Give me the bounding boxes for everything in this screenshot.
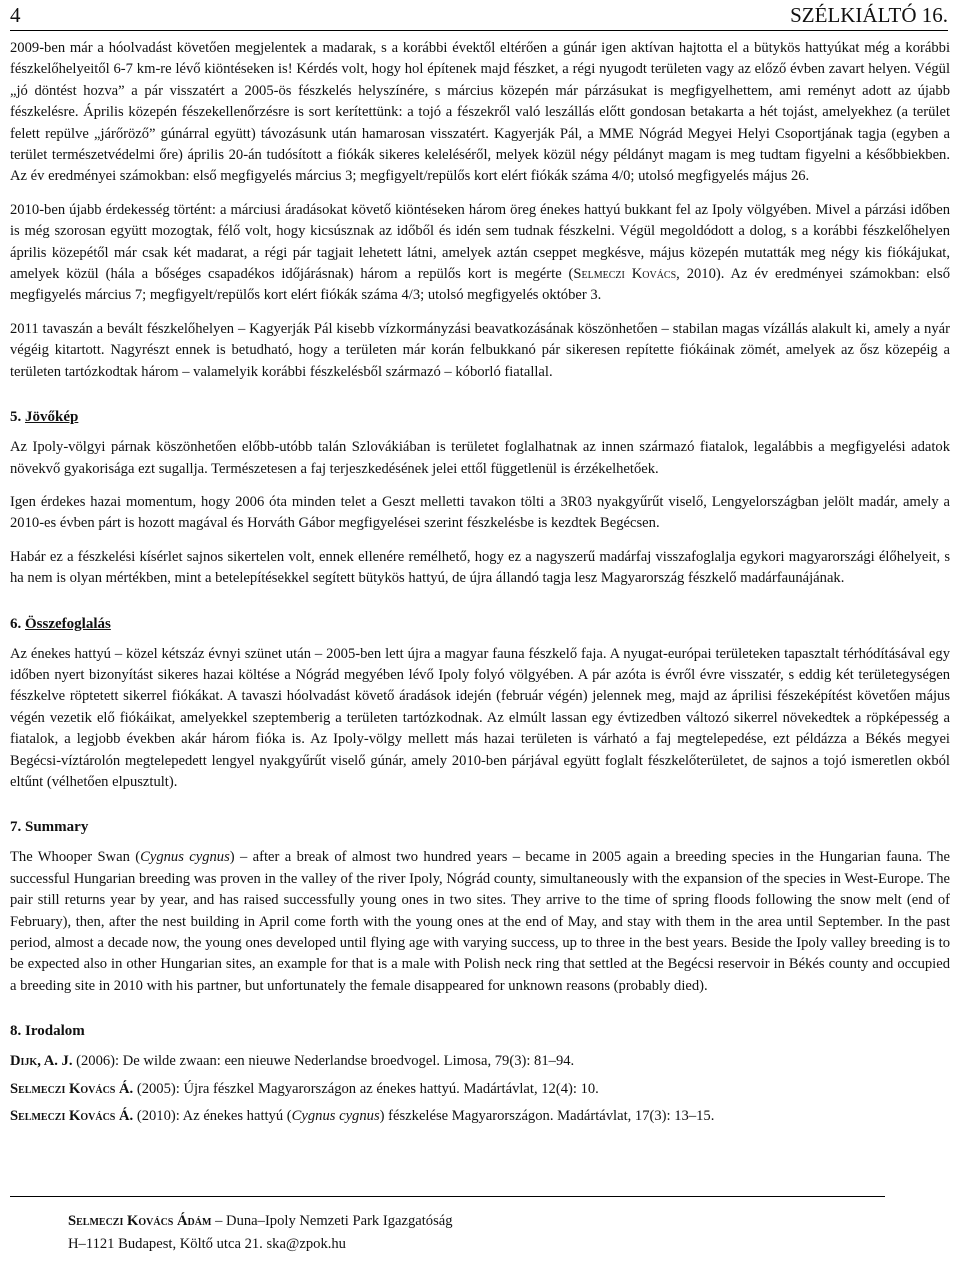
summary-paragraph [10, 847, 950, 997]
paragraph-2010 [10, 200, 950, 307]
summary-text: The Whooper Swan ( [10, 849, 141, 866]
author-name: Selmeczi Kovács Ádám [68, 1213, 212, 1229]
paragraph-2010-text: 2010-ben újabb érdekesség történt: a márciusi áradásokat követő kiöntéseken három öreg énekes hattyú bukkant fel az Ipoly völgyében. Mivel a párzási időben is még szorosan együtt mozogtak, félő volt, hogy kicsúsznak az időből és idén sem tudnak fészkelni. Végül megoldódott a dolog, s a korábbi fészkelőhelyen április közepétől már csak két madarat, a régi pár tagjait lehetett látni, amelyek aztán cseppet megkésve, május közepén mutatták meg négy kis fiókájukat, amelyek közül (hála a bőséges csapadékos időjárásnak) három a repülős kort is megérte ( [10, 201, 950, 283]
reference-text: (2010): Az énekes hattyú ( [133, 1108, 292, 1125]
reference-text: (2005): Újra fészkel Magyarországon az énekes hattyú. Madártávlat, 12(4): 10. [133, 1080, 599, 1097]
summary-text-end: ) – after a break of almost two hundred years – became in 2005 again a breeding species in the Hungarian fauna. The successful Hungarian breeding was proven in the valley of the river Ipoly, Nógrád county, simultaneously with the expansion of the species in West-Europe. The pair still returns year by year, and has raised successfully young ones in two sites. They arrive to the time of spring floods following the snow melt (end of February), then, after the nest building in April come forth with the young ones at the end of May, and stay with them in the area until September. In the past period, almost a decade now, the young ones developed until flying age with varying success, up to three in the best years. Beside the Ipoly valley breeding is to be expected also in other Hungarian sites, an example for that is a male with Polish neck ring that settled at the Begécsi reservoir in Békés county and occupied a breeding site in 2010 with his partner, but unfortunately the female disappeared for unknown reasons (probably died). [10, 849, 950, 994]
paragraph-2009: 2009-ben már a hóolvadást követően megjelentek a madarak, s a korábbi évektől eltérően a gúnár igen aktívan hajtotta el a bütykös hattyúkat még a korábbi fészkelőhelyeitől 6-7 km-re lévő kiöntéseken is! Kérdés volt, hogy hol építenek majd fészket, a régi nyugodt területen vagy az előző évben zavart helyen. Végül „jó döntést hozva” a pár visszatért a 2005-ös fészkelés helyszínére, s március közepén már párzásukat is megfigyelhettem, ami reményt adott az újabb fészkelésre. Április közepén fészekellenőrzésre is sort kerítettünk: a tojó a fészekről való leszállás előtt gondosan betakarta a hét tojást, amelyekhez (a terület felett repülve „járőröző” gúnárral együtt) távozásunk után hamarosan visszatért. Kagyerják Pál, a MME Nógrád Megyei Helyi Csoportjának tagja (egyben a terület természetvédelmi őre) április 20-án tudósított a fiókák sikeres keleléséről, melyek közül négy példányt magam is meg tudtam figyelni a későbbiekben. Az év eredményei számokban: első megfigyelés március 3; megfigyelt/repülős kort elért fiókák száma 4/0; utolsó megfigyelés május 26. [10, 40, 950, 185]
section-5-title: Jövőkép [25, 409, 79, 426]
paragraph-2011: 2011 tavaszán a bevált fészkelőhelyen – Kagyerják Pál kisebb vízkormányzási beavatkozásának köszönhetően – stabilan magas vízállás alakult ki, amely a nyár végéig kitartott. Nagyrészt ennek is betudható, hogy a területen már korán felbukkanó pár sikeresen repítette fiókáinak zömét, amelyek az ősz közepéig a területen tartózkodtak három – valamelyik korábbi fészkelésből származó – kóborló fiatallal. [10, 320, 950, 380]
reference-italic: Cygnus cygnus [291, 1108, 380, 1125]
reference-item [10, 1051, 950, 1072]
author-line [68, 1210, 453, 1233]
author-affiliation: – Duna–Ipoly Nemzeti Park Igazgatóság [211, 1213, 453, 1229]
citation-author: Selmeczi Kovács [573, 266, 677, 283]
section-5-paragraph-3: Habár ez a fészkelési kísérlet sajnos sikertelen volt, ennek ellenére remélhető, hogy ez a nagyszerű madárfaj visszafoglalja egykori magyarországi élőhelyeit, s ha nem is olyan mértékben, mint a betelepítésekkel segített bütykös hattyú, de újra állandó tagja lesz Magyarország fészkelő madárfaunájának. [10, 548, 950, 587]
section-6-number: 6. [10, 615, 25, 632]
page-number: 4 [10, 3, 21, 27]
author-address: H–1121 Budapest, Költő utca 21. ska@zpok.hu [68, 1236, 346, 1252]
footer-divider [10, 1196, 885, 1197]
article-body [10, 38, 950, 1133]
section-5-heading [10, 407, 950, 427]
reference-author: Selmeczi Kovács Á. [10, 1080, 134, 1097]
reference-item [10, 1079, 950, 1100]
section-6-paragraph: Az énekes hattyú – közel kétszáz évnyi szünet után – 2005-ben lett újra a magyar fauna fészkelő faja. A nyugat-európai területeken tapasztalt térhódításával egy időben nyert bizonyítást sikeres hazai költése a Nógrád megyében lévő Ipoly folyó völgyében. A pár azóta is évről évre visszatér, s eddig két területegységen fészkelve röptetett sikerrel fiókákat. A tavaszi hóolvadást követő áradások idején (február végén) jelennek meg, majd az áprilisi fészeképítést követően május végén vezetik elő fiókáikat, amelyekkel szeptemberig a területen tartózkodnak. Az elmúlt lassan egy évtizedben változó sikerrel növekedtek a röpképesség a fiatalok, a legjobb években akár három fióka is. Az Ipoly-völgy mellett más hazai területen is várható a faj megtelepedése, ezt példázza a Békés megyei Begécsi-víztárolón megtelepedett lengyel nyakgyűrűt viselő gúnár, amely 2010-ben párjával együtt foglalt fészkelőterületet, de sajnos a tojó ismeretlen okból eltűnt (vélhetően elpusztult). [10, 645, 950, 790]
section-6-heading [10, 614, 950, 634]
section-7-heading: 7. Summary [10, 819, 89, 836]
reference-item [10, 1106, 950, 1127]
section-6-title: Összefoglalás [25, 615, 111, 632]
journal-title: SZÉLKIÁLTÓ 16. [790, 3, 948, 27]
paragraph-2010-text-end: , 2010). Az év eredményei számokban: első megfigyelés március 7; megfigyelt/repülős kort elért fiókák száma 4/3; utolsó megfigyelés október 3. [10, 266, 950, 304]
author-footer [68, 1210, 453, 1256]
reference-text-end: ) fészkelése Magyarországon. Madártávlat, 17(3): 13–15. [379, 1108, 715, 1125]
reference-text: (2006): De wilde zwaan: een nieuwe Nederlandse broedvogel. Limosa, 79(3): 81–94. [72, 1053, 575, 1070]
page-header [10, 2, 948, 31]
section-5-paragraph-2: Igen érdekes hazai momentum, hogy 2006 óta minden telet a Geszt melletti tavakon tölti a 3R03 nyakgyűrűt viselő, Lengyelországban jelölt madár, amely a 2010-es évben párt is hozott magával és Horváth Gábor megfigyelései szerint fészkelésbe is kezdtek Begécsen. [10, 493, 950, 532]
section-5-number: 5. [10, 409, 25, 426]
species-name: Cygnus cygnus [140, 849, 230, 866]
reference-author: Selmeczi Kovács Á. [10, 1108, 134, 1125]
reference-author: Dijk, A. J. [10, 1053, 73, 1070]
section-8-heading: 8. Irodalom [10, 1023, 85, 1040]
section-5-paragraph-1: Az Ipoly-völgyi párnak köszönhetően előbb-utóbb talán Szlovákiában is területet foglalhatnak az innen származó fiatalok, legalábbis a megfigyelési adatok növekvő gyakorisága ezt sugallja. Természetesen a faj terjeszkedésének jelei ettől függetlenül is érzékelhetőek. [10, 439, 950, 477]
